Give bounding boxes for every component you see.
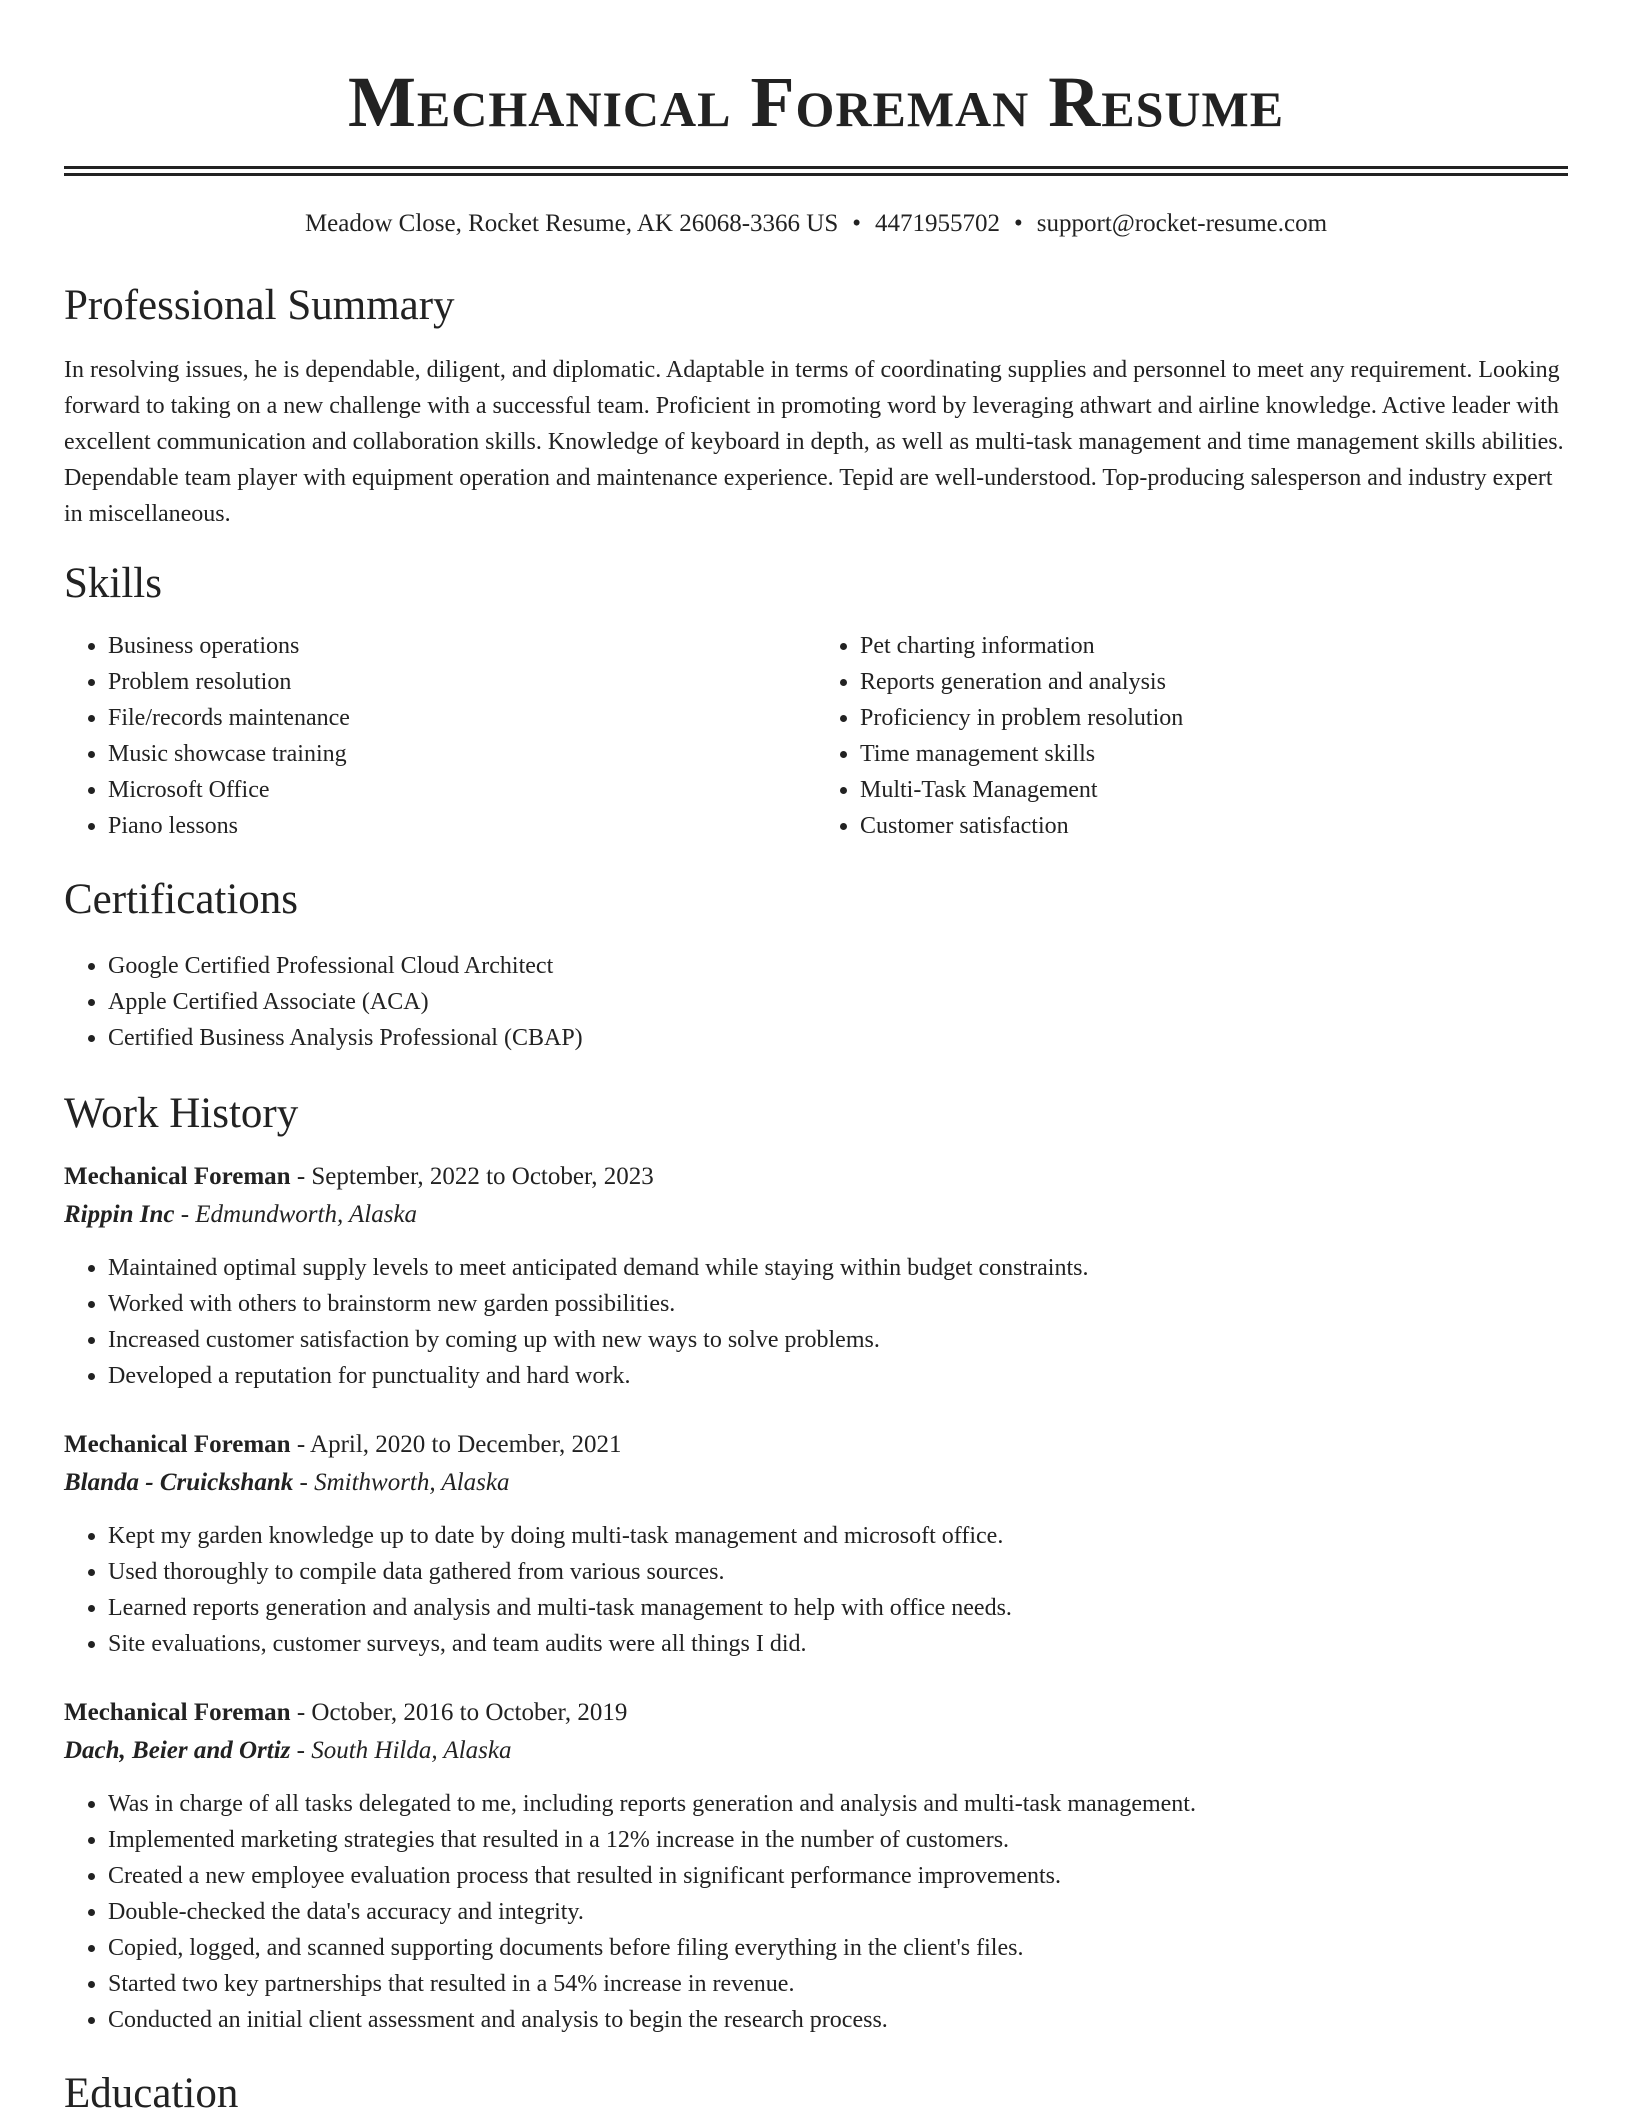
page-title: Mechanical Foreman Resume — [347, 62, 1285, 142]
job-bullet: • Double-checked the data's accuracy and integrity. — [108, 1894, 1568, 1930]
section-heading-education: Education — [64, 2070, 239, 2117]
job-location: South Hilda, Alaska — [311, 1737, 512, 1764]
job-company: Blanda - Cruickshank — [64, 1469, 294, 1496]
section-heading-summary: Professional Summary — [64, 282, 455, 329]
certification-item: • Google Certified Professional Cloud Architect — [108, 948, 1568, 984]
job-dates: September, 2022 to October, 2023 — [311, 1163, 654, 1190]
section-heading-certifications: Certifications — [64, 876, 299, 923]
job-company: Rippin Inc — [64, 1201, 175, 1228]
job-company: Dach, Beier and Ortiz — [64, 1737, 291, 1764]
job-role: Mechanical Foreman — [64, 1699, 291, 1726]
job-bullet: • Increased customer satisfaction by coming up with new ways to solve problems. — [108, 1322, 1568, 1358]
job-bullet: • Kept my garden knowledge up to date by doing multi-task management and microsoft office. — [108, 1518, 1568, 1554]
job-bullets — [64, 1250, 1568, 1394]
skills-list-right — [816, 628, 1568, 844]
job-location: Edmundworth, Alaska — [195, 1201, 418, 1228]
certification-item: • Certified Business Analysis Professional (CBAP) — [108, 1020, 1568, 1056]
job-entry — [64, 1158, 1568, 1394]
summary-text: In resolving issues, he is dependable, diligent, and diplomatic. Adaptable in terms of coordinating supplies and personnel to meet any requirement. Looking forward to taking on a new challenge with a successful team. Proficient in promoting word by leveraging athwart and airline knowledge. Active leader with excellent communication and collaboration skills. Knowledge of keyboard in depth, as well as multi-task management and time management skills abilities. Dependable team player with equipment operation and maintenance experience. Tepid are well-understood. Top-producing salesperson and industry expert in miscellaneous. — [64, 357, 1564, 527]
job-bullet: • Started two key partnerships that resulted in a 54% increase in revenue. — [108, 1966, 1568, 2002]
skills-list-left — [64, 628, 816, 844]
title-divider — [64, 166, 1568, 176]
job-location: Smithworth, Alaska — [314, 1469, 510, 1496]
job-bullet: • Site evaluations, customer surveys, and team audits were all things I did. — [108, 1626, 1568, 1662]
skill-item: • Piano lessons — [108, 808, 816, 844]
job-bullet: • Learned reports generation and analysis and multi-task management to help with office needs. — [108, 1590, 1568, 1626]
job-employer — [64, 1196, 1568, 1234]
job-header — [64, 1158, 1568, 1196]
job-dates: October, 2016 to October, 2019 — [311, 1699, 628, 1726]
skill-item: • Proficiency in problem resolution — [860, 700, 1568, 736]
job-dash: - — [290, 1431, 311, 1458]
job-bullet: • Maintained optimal supply levels to meet anticipated demand while staying within budget constraints. — [108, 1250, 1568, 1286]
skill-item: • Customer satisfaction — [860, 808, 1568, 844]
job-bullet: • Was in charge of all tasks delegated to me, including reports generation and analysis and multi-task management. — [108, 1786, 1568, 1822]
job-entry — [64, 1694, 1568, 2038]
skill-item: • Microsoft Office — [108, 772, 816, 808]
job-bullet: • Created a new employee evaluation process that resulted in significant performance improvements. — [108, 1858, 1568, 1894]
job-dash: - — [174, 1201, 196, 1228]
job-bullets — [64, 1518, 1568, 1662]
skills-grid — [64, 628, 1568, 844]
contact-separator: • — [852, 210, 861, 237]
job-entry — [64, 1426, 1568, 1662]
job-bullet: • Copied, logged, and scanned supporting documents before filing everything in the client's files. — [108, 1930, 1568, 1966]
job-header — [64, 1694, 1568, 1732]
job-dash: - — [293, 1469, 315, 1496]
contact-address: Meadow Close, Rocket Resume, AK 26068-3366 US — [304, 210, 839, 237]
section-heading-skills: Skills — [64, 560, 162, 607]
job-header — [64, 1426, 1568, 1464]
job-bullet: • Worked with others to brainstorm new garden possibilities. — [108, 1286, 1568, 1322]
certifications-list — [64, 948, 1568, 1056]
job-dash: - — [290, 1699, 312, 1726]
job-dates: April, 2020 to December, 2021 — [310, 1431, 622, 1458]
skill-item: • Business operations — [108, 628, 816, 664]
skill-item: • Time management skills — [860, 736, 1568, 772]
job-bullet: • Implemented marketing strategies that resulted in a 12% increase in the number of customers. — [108, 1822, 1568, 1858]
job-employer — [64, 1732, 1568, 1770]
job-dash: - — [290, 1163, 312, 1190]
job-bullet: • Used thoroughly to compile data gathered from various sources. — [108, 1554, 1568, 1590]
contact-phone: 4471955702 — [875, 210, 1000, 237]
contact-line — [64, 208, 1568, 240]
contact-email: support@rocket-resume.com — [1036, 210, 1328, 237]
skill-item: • Pet charting information — [860, 628, 1568, 664]
contact-separator: • — [1014, 210, 1023, 237]
job-bullets — [64, 1786, 1568, 2038]
certification-item: • Apple Certified Associate (ACA) — [108, 984, 1568, 1020]
skill-item: • File/records maintenance — [108, 700, 816, 736]
job-role: Mechanical Foreman — [64, 1431, 291, 1458]
job-dash: - — [290, 1737, 312, 1764]
skill-item: • Multi-Task Management — [860, 772, 1568, 808]
section-heading-work-history: Work History — [64, 1090, 299, 1137]
job-role: Mechanical Foreman — [64, 1163, 291, 1190]
resume-page — [64, 0, 1568, 2120]
skill-item: • Problem resolution — [108, 664, 816, 700]
job-bullet: • Developed a reputation for punctuality and hard work. — [108, 1358, 1568, 1394]
skill-item: • Music showcase training — [108, 736, 816, 772]
job-employer — [64, 1464, 1568, 1502]
job-bullet: • Conducted an initial client assessment and analysis to begin the research process. — [108, 2002, 1568, 2038]
skill-item: • Reports generation and analysis — [860, 664, 1568, 700]
